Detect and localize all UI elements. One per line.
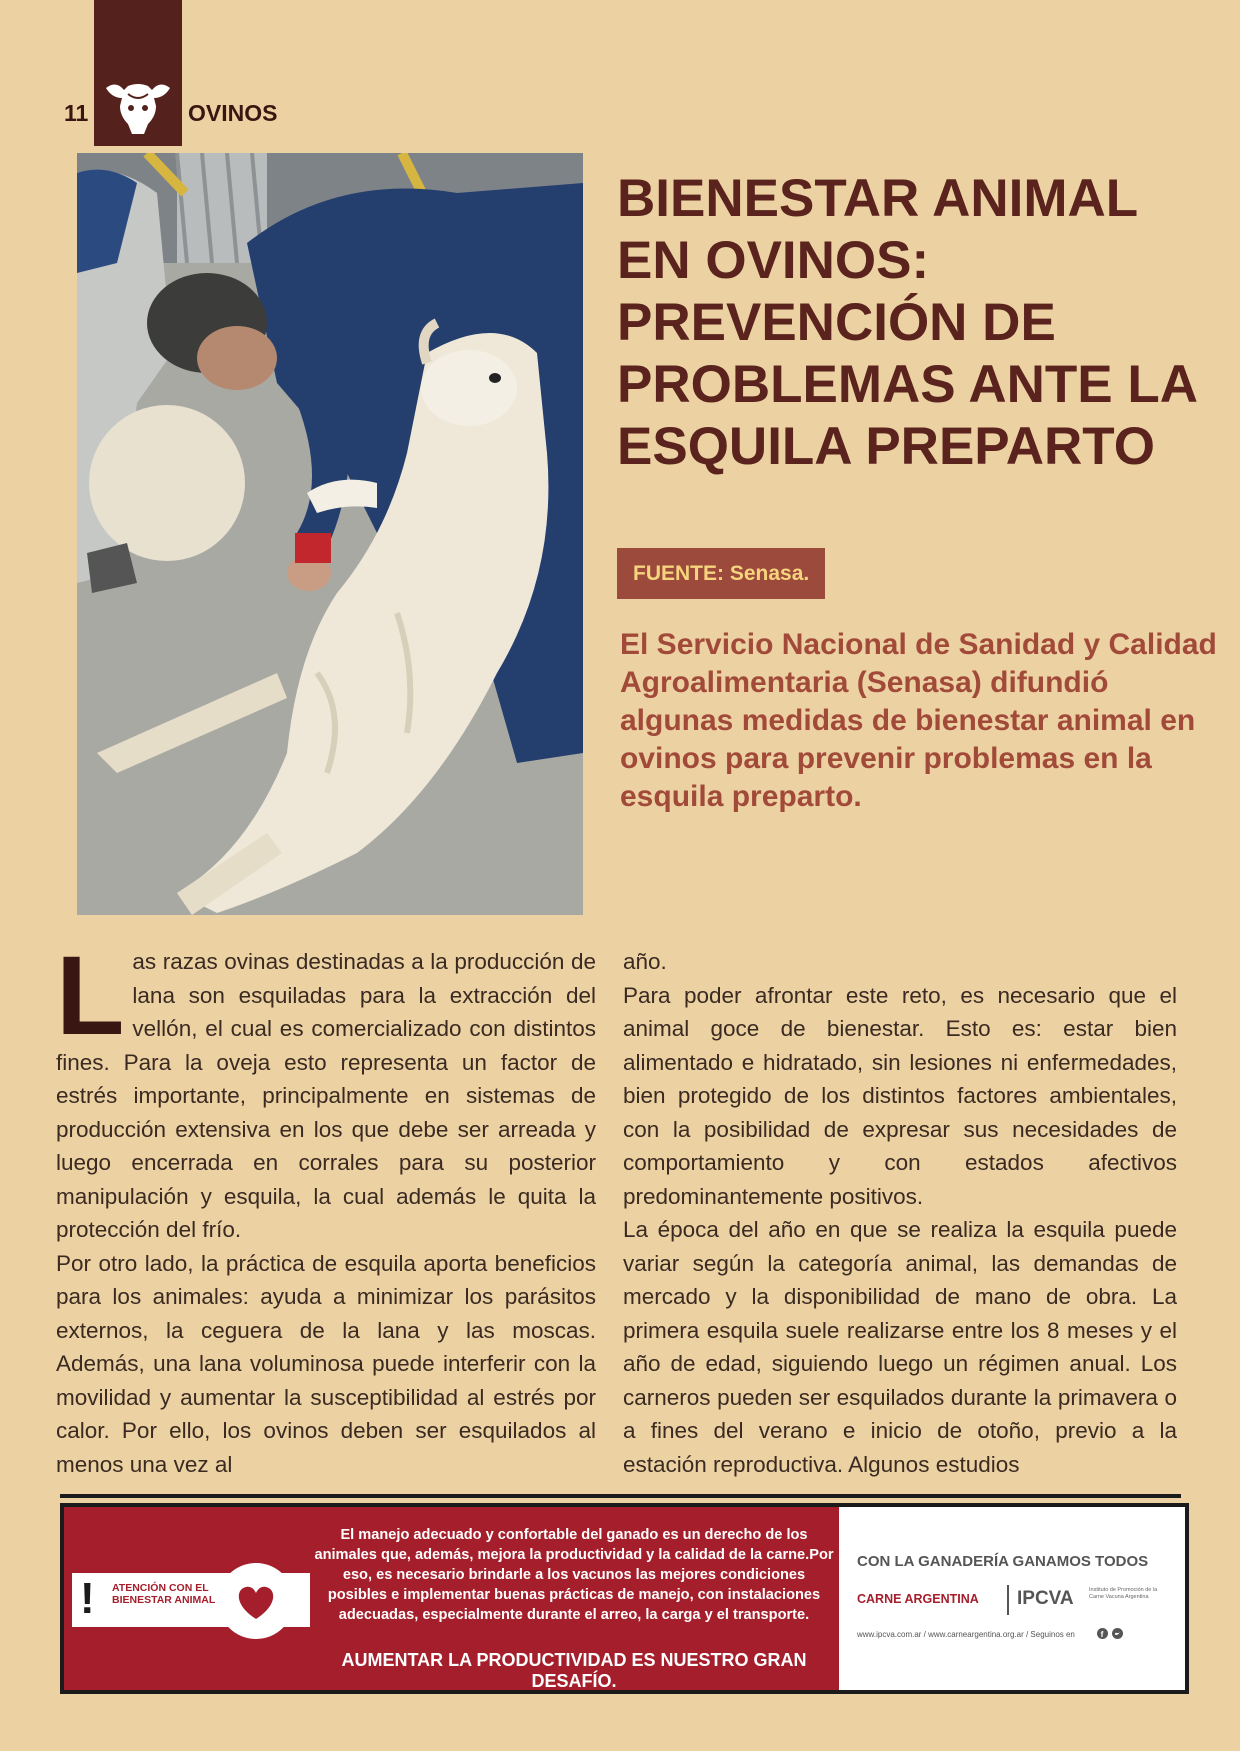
svg-text:f: f [1100, 1630, 1104, 1639]
article-column-right [623, 945, 1177, 1481]
twitter-icon[interactable] [1112, 1628, 1123, 1639]
facebook-icon[interactable] [1097, 1628, 1108, 1639]
paragraph: Para poder afrontar este reto, es necesario que el animal goce de bienestar. Esto es: estar bien alimentado e hidratado, sin lesiones ni enfermedades, bien protegido de los distintos factores ambientales, con la posibilidad de expresar sus necesidades de comportamiento y con estados afectivos predominantemente positivos. [623, 982, 1177, 1209]
section-label: OVINOS [188, 100, 278, 126]
drop-cap: L [56, 933, 125, 1058]
source-badge: FUENTE: Senasa. [617, 548, 825, 599]
banner-cta: AUMENTAR LA PRODUCTIVIDAD ES NUESTRO GRAN DESAFÍO. [341, 1650, 807, 1691]
paragraph: La época del año en que se realiza la esquila puede variar según la categoría animal, las demandas de mercado y la disponibilidad de mano de obra. La primera esquila suele realizarse entre los 8 meses y el año de edad, siguiendo luego un régimen anual. Los carneros pueden ser esquilados durante la primavera o a fines del verano e inicio de otoño, previo a la estación reproductiva. Algunos estudios [623, 1217, 1177, 1477]
ipcva-logo: IPCVA [1017, 1588, 1074, 1609]
exclamation-icon: ! [80, 1574, 95, 1623]
heart-badge [218, 1563, 294, 1639]
ipcva-subtitle: Instituto de Promoción de la Carne Vacuna Argentina [1089, 1587, 1158, 1600]
sheep-shearing-photo [77, 153, 583, 915]
banner-red-panel [64, 1507, 839, 1690]
alert-text: ATENCIÓN CON EL BIENESTAR ANIMAL [112, 1582, 216, 1606]
ad-banner [60, 1503, 1189, 1694]
slogan: CON LA GANADERÍA GANAMOS TODOS [857, 1553, 1149, 1570]
article-column-left [56, 933, 596, 1481]
paragraph [56, 933, 596, 1247]
heart-icon [218, 1563, 294, 1639]
social-icons [1097, 1626, 1123, 1644]
paragraph: Por otro lado, la práctica de esquila aporta beneficios para los animales: ayuda a minimizar los parásitos externos, la ceguera de la lana y las moscas. Además, una lana voluminosa puede interferir con la movilidad y aumentar la susceptibilidad al estrés por calor. Por ello, los ovinos deben ser esquilados al menos una vez al [56, 1250, 596, 1477]
cow-head-icon [102, 76, 174, 136]
brand-separator [1007, 1585, 1009, 1615]
banner-white-panel [839, 1507, 1185, 1690]
website-links[interactable]: www.ipcva.com.ar / www.carneargentina.org.ar / Seguinos en [857, 1630, 1075, 1639]
paragraph-text: as razas ovinas destinadas a la producción de lana son esquiladas para la extracción del vellón, el cual es comercializado con distintos fines. Para la oveja esto representa un factor de estrés importante, principalmente en sistemas de producción extensiva en los que debe ser arreada y luego encerrada en corrales para su posterior manipulación y esquila, la cual además le quita la protección del frío. [56, 949, 596, 1242]
article-title: BIENESTAR ANIMAL EN OVINOS: PREVENCIÓN DE PROBLEMAS ANTE LA ESQUILA PREPARTO [617, 169, 1197, 476]
divider-rule [60, 1494, 1181, 1498]
carne-argentina-logo: CARNE ARGENTINA [857, 1592, 979, 1606]
banner-message: El manejo adecuado y confortable del ganado es un derecho de los animales que, además, mejora la productividad y la calidad de la carne.Por eso, es necesario brindarle a los vacunos las mejores condiciones posibles e implementar buenas prácticas de manejo, con instalaciones adecuadas, especialmente durante el arreo, la carga y el transporte. [314, 1527, 834, 1623]
article-lead: El Servicio Nacional de Sanidad y Calidad Agroalimentaria (Senasa) difundió algunas medidas de bienestar animal en ovinos para prevenir problemas en la esquila preparto. [620, 628, 1217, 813]
paragraph: año. [623, 949, 667, 974]
page-number: 11 [64, 100, 89, 126]
